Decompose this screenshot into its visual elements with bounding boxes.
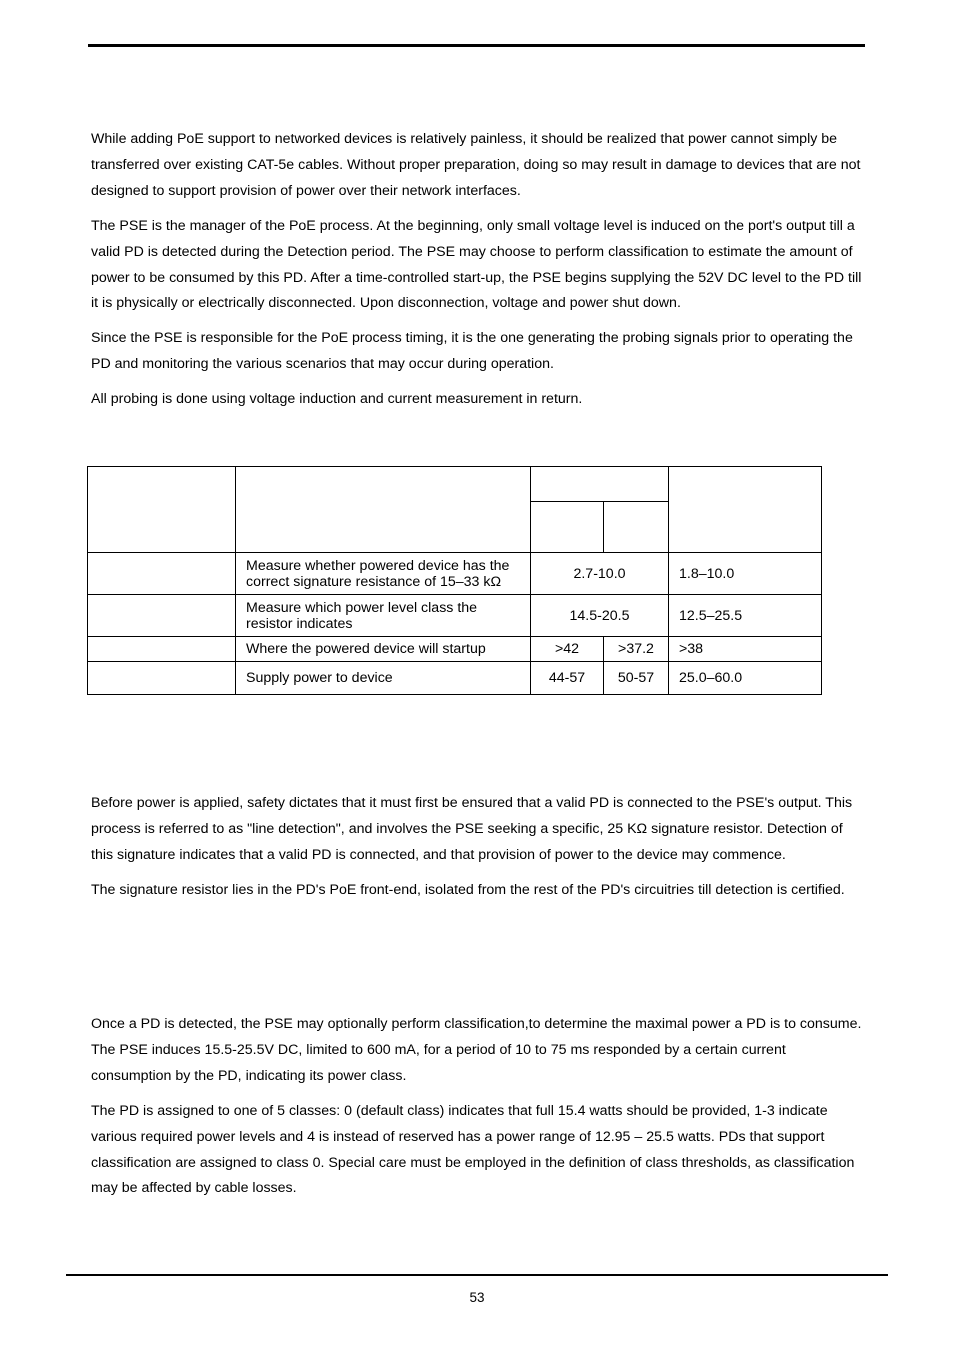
- detection-paragraph-1: Before power is applied, safety dictates that it must first be ensured that a valid PD is connected to the PSE's output. This process is referred to as "line detection", and involves the PSE seeking a specific, 25 KΩ signature resistor. Detection of this signature indicates that a valid PD is connected, and that provision of power to the device may commence.: [91, 795, 853, 863]
- pse-value-a-cell: >42: [531, 637, 604, 662]
- table-row: [88, 553, 822, 595]
- page-number: 53: [469, 1290, 485, 1305]
- header-cell-empty: [236, 467, 531, 553]
- stage-cell: [88, 662, 236, 695]
- header-cell-empty: [669, 467, 822, 553]
- header-cell-empty: [531, 467, 669, 502]
- description-cell: Measure which power level class the resistor indicates: [236, 595, 531, 637]
- table-row: [88, 637, 822, 662]
- intro-paragraph-4: All probing is done using voltage induction and current measurement in return.: [91, 391, 583, 407]
- pse-value-cell: 14.5-20.5: [531, 595, 669, 637]
- detection-paragraph-2: The signature resistor lies in the PD's PoE front-end, isolated from the rest of the PD's circuitries till detection is certified.: [91, 882, 845, 898]
- classification-paragraph-1: Once a PD is detected, the PSE may optionally perform classification,to determine the maximal power a PD is to consume. The PSE induces 15.5-25.5V DC, limited to 600 mA, for a period of 10 to 75 ms responded by a certain current consumption by the PD, indicating its power class.: [91, 1016, 862, 1084]
- pd-value-cell: >38: [669, 637, 822, 662]
- pd-value-cell: 25.0–60.0: [669, 662, 822, 695]
- pd-value-cell: 1.8–10.0: [669, 553, 822, 595]
- stage-cell: [88, 553, 236, 595]
- pse-value-b-cell: 50-57: [604, 662, 669, 695]
- stage-cell: [88, 595, 236, 637]
- table-row: [88, 662, 822, 695]
- stage-cell: [88, 637, 236, 662]
- classification-paragraph-2: The PD is assigned to one of 5 classes: 0 (default class) indicates that full 15.4 watts should be provided, 1-3 indicate various required power levels and 4 is instead of reserved has a power range of 12.95 – 25.5 watts. PDs that support classification are assigned to class 0. Special care must be employed in the definition of class thresholds, as classification may be affected by cable losses.: [91, 1103, 855, 1197]
- header-cell-empty: [604, 502, 669, 553]
- intro-paragraph-1: While adding PoE support to networked devices is relatively painless, it should be realized that power cannot simply be transferred over existing CAT-5e cables. Without proper preparation, doing so may result in damage to devices that are not designed to support provision of power over their network interfaces.: [91, 131, 861, 199]
- header-cell-empty: [531, 502, 604, 553]
- description-cell: Where the powered device will startup: [236, 637, 531, 662]
- description-cell: Measure whether powered device has the correct signature resistance of 15–33 kΩ: [236, 553, 531, 595]
- header-cell-empty: [88, 467, 236, 553]
- table-header-row: [88, 467, 822, 502]
- intro-paragraph-2: The PSE is the manager of the PoE process. At the beginning, only small voltage level is induced on the port's output till a valid PD is detected during the Detection period. The PSE may choose to perform classification to estimate the amount of power to be consumed by this PD. After a time-controlled start-up, the PSE begins supplying the 52V DC level to the PD till it is physically or electrically disconnected. Upon disconnection, voltage and power shut down.: [91, 218, 862, 312]
- table-row: [88, 595, 822, 637]
- intro-paragraph-3: Since the PSE is responsible for the PoE process timing, it is the one generating the probing signals prior to operating the PD and monitoring the various scenarios that may occur during operation.: [91, 330, 853, 372]
- header-rule: [88, 44, 865, 47]
- description-cell: Supply power to device: [236, 662, 531, 695]
- footer-rule: [66, 1274, 888, 1276]
- pse-value-a-cell: 44-57: [531, 662, 604, 695]
- pse-value-b-cell: >37.2: [604, 637, 669, 662]
- pd-value-cell: 12.5–25.5: [669, 595, 822, 637]
- poe-stages-table: [87, 466, 822, 695]
- pse-value-cell: 2.7-10.0: [531, 553, 669, 595]
